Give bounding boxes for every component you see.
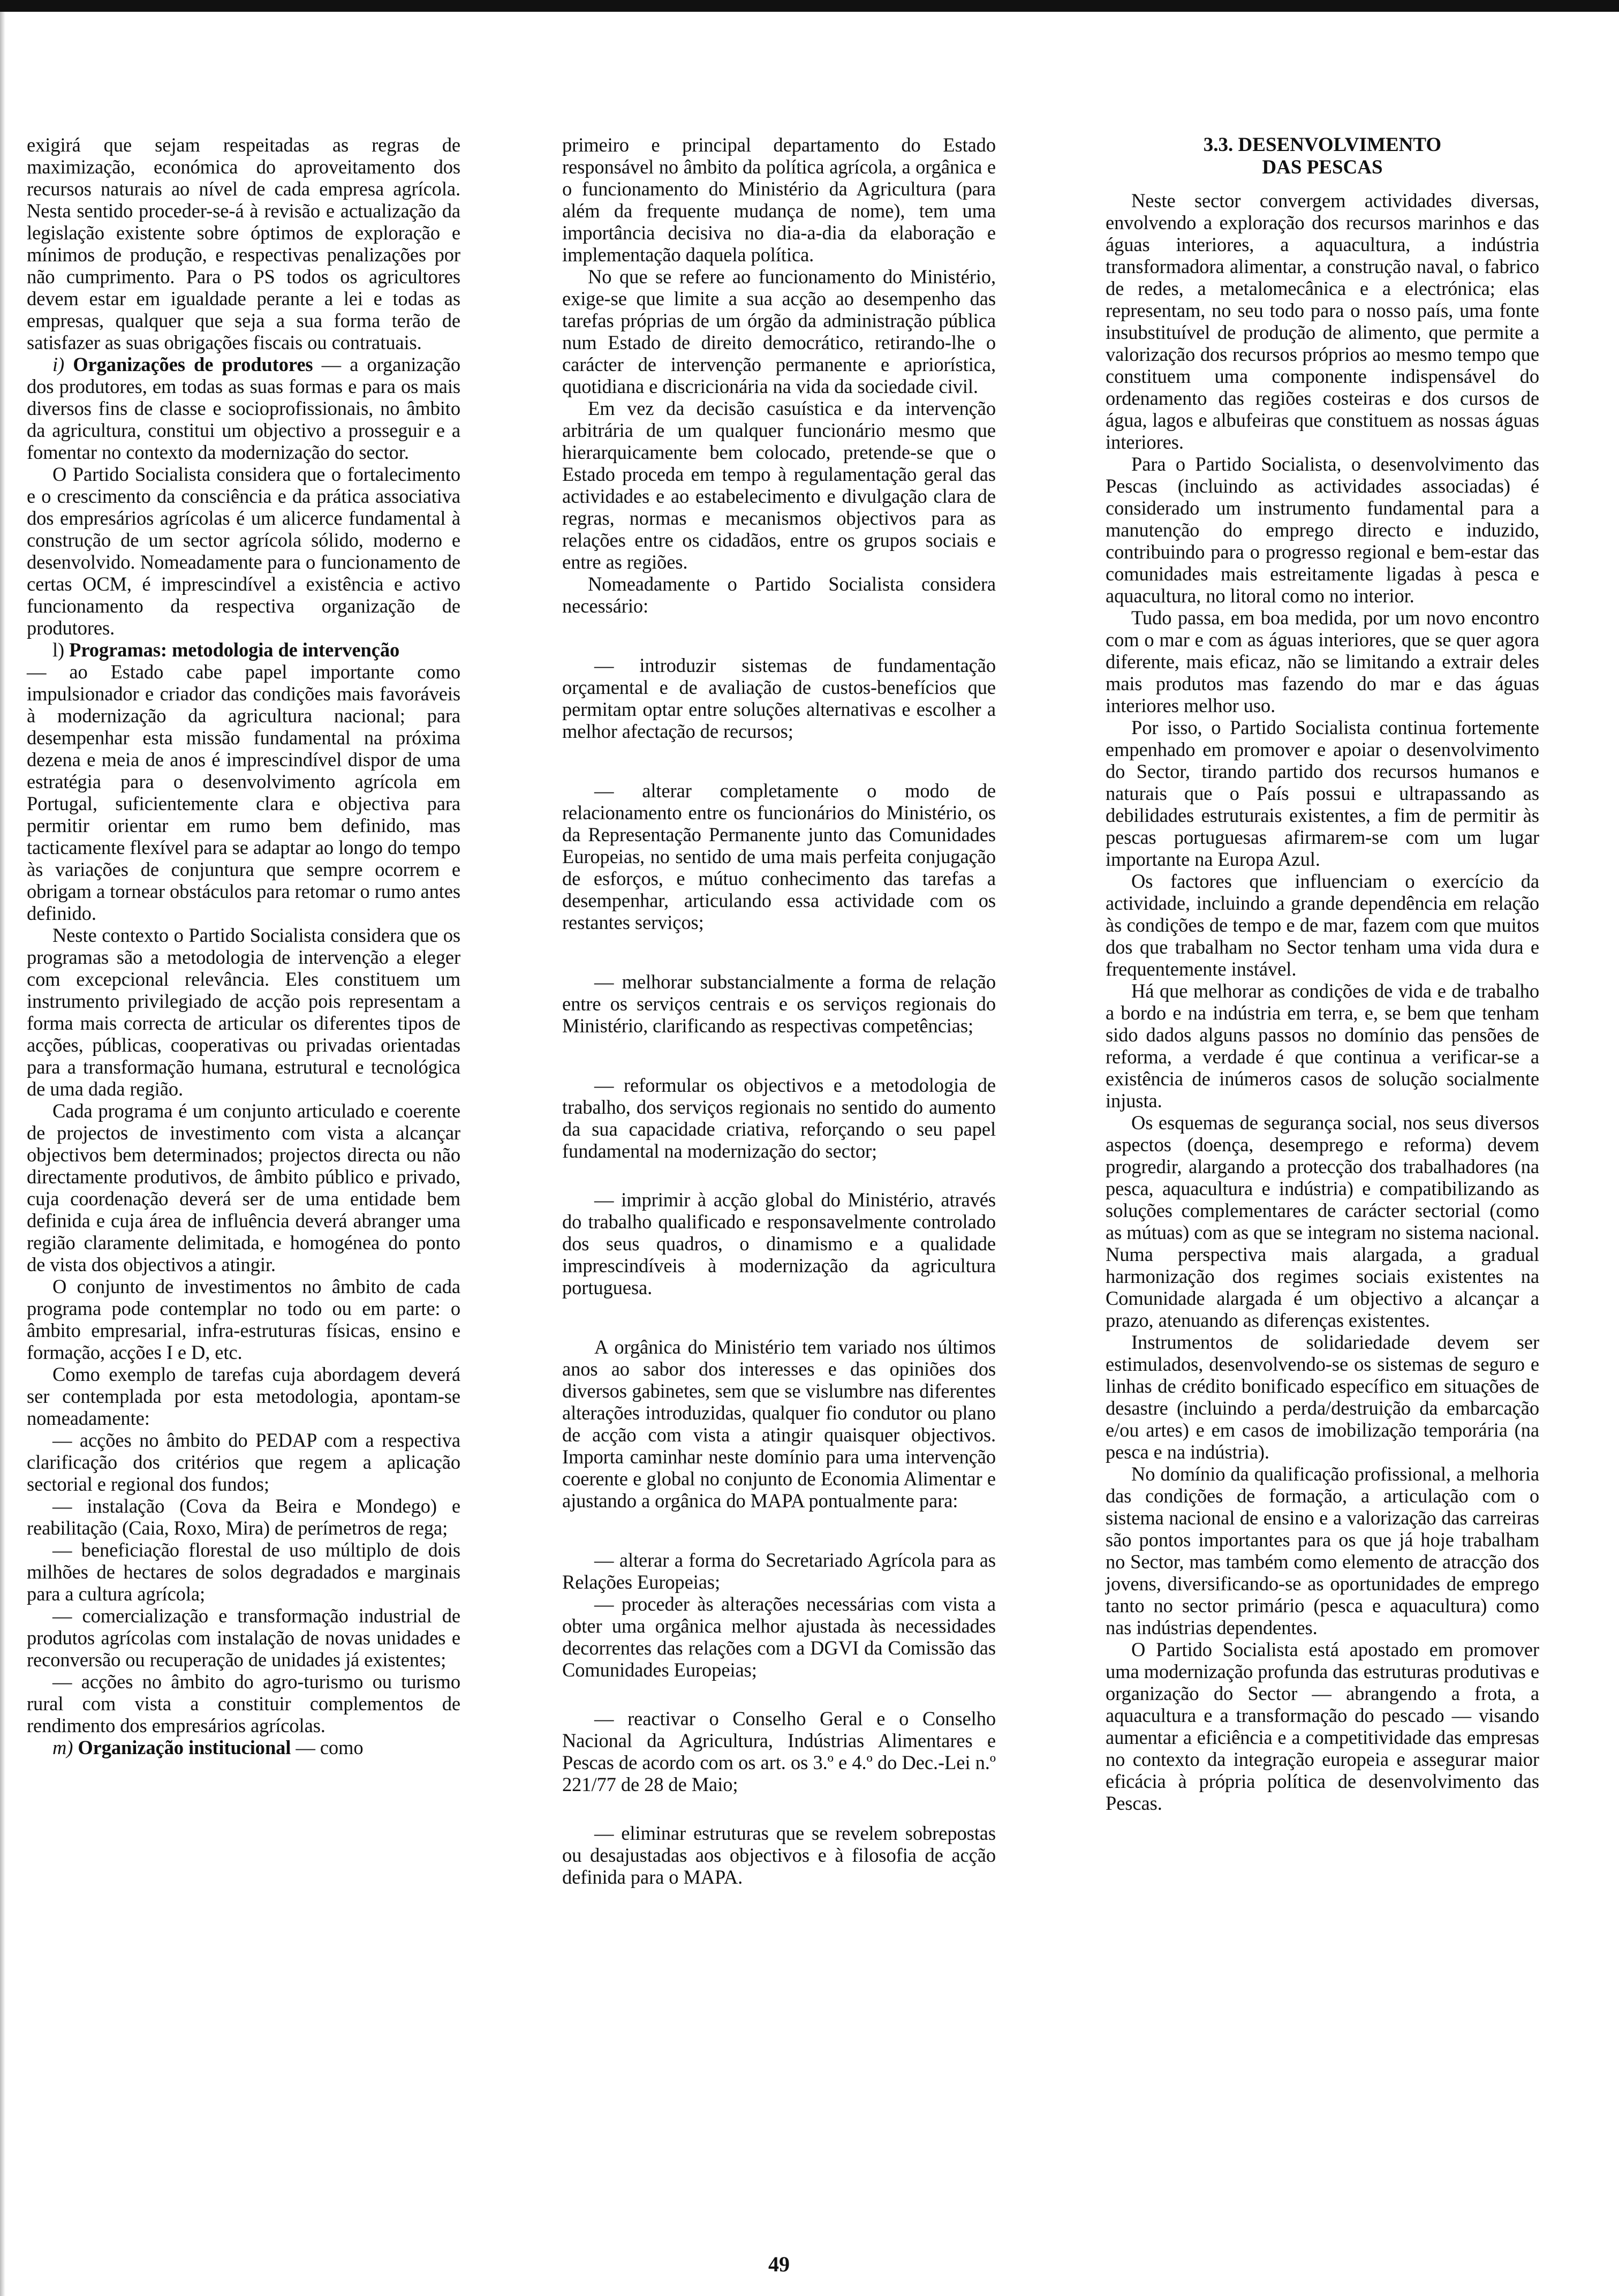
list-item: — alterar a forma do Secretariado Agrícola para as Relações Europeias; xyxy=(562,1549,996,1593)
paragraph: No que se refere ao funcionamento do Ministério, exige-se que limite a sua acção ao desempenho das tarefas próprias de um órgão da administração pública num Estado de direito democrático, retirando-lhe o carácter de intervenção permanente e apriorística, quotidiana e discricionária na vida da sociedade civil. xyxy=(562,266,996,397)
section-heading-line: DAS PESCAS xyxy=(1262,156,1383,178)
list-item: — imprimir à acção global do Ministério, através do trabalho qualificado e responsavelmente controlado dos seus quadros, o dinamismo e a qualidade imprescindíveis à modernização da agricultura portuguesa. xyxy=(562,1189,996,1298)
paragraph: Para o Partido Socialista, o desenvolvimento das Pescas (incluindo as actividades associadas) é considerado um instrumento fundamental para a manutenção do emprego directo e induzido, contribuindo para o progresso regional e bem-estar das comunidades mais estreitamente ligadas à pesca e aquacultura, no litoral como no interior. xyxy=(1106,453,1539,607)
paragraph-organizacoes-produtores xyxy=(27,353,460,463)
paragraph: Nomeadamente o Partido Socialista considera necessário: xyxy=(562,573,996,617)
list-item: — proceder às alterações necessárias com vista a obter uma orgânica melhor ajustada às necessidades decorrentes das relações com a DGVI da Comissão das Comunidades Europeias; xyxy=(562,1593,996,1681)
paragraph: Neste contexto o Partido Socialista considera que os programas são a metodologia de intervenção a eleger com excepcional relevância. Eles constituem um instrumento privilegiado de acção pois representam a forma mais correcta de articular os diferentes tipos de acções, públicas, cooperativas ou privadas orientadas para a transformação humana, estrutural e tecnológica de uma dada região. xyxy=(27,924,460,1100)
list-item: — melhorar substancialmente a forma de relação entre os serviços centrais e os serviços regionais do Ministério, clarificando as respectivas competências; xyxy=(562,971,996,1037)
item-title: Organização institucional xyxy=(78,1736,291,1758)
text-column-left xyxy=(27,134,460,1758)
paragraph: Os factores que influenciam o exercício da actividade, incluindo a grande dependência em relação às condições de tempo e de mar, fazem com que muitos dos que trabalham no Sector tenham uma vida dura e frequentemente instável. xyxy=(1106,870,1539,980)
paragraph: exigirá que sejam respeitadas as regras de maximização, económica do aproveitamento dos recursos naturais ao nível de cada empresa agrícola. Nesta sentido proceder-se-á à revisão e actualização da legislação existente sobre óptimos de exploração e mínimos de produção, e respectivas penalizações por não cumprimento. Para o PS todos os agricultores devem estar em igualdade perante a lei e todas as empresas, qualquer que seja a sua forma terão de satisfazer as suas obrigações fiscais ou contratuais. xyxy=(27,134,460,353)
paragraph: Há que melhorar as condições de vida e de trabalho a bordo e na indústria em terra, e, se bem que tenham sido dados alguns passos no domínio das pensões de reforma, a verdade é que continua a verificar-se a existência de inúmeros casos de solução socialmente injusta. xyxy=(1106,980,1539,1112)
paragraph: No domínio da qualificação profissional, a melhoria das condições de formação, a articulação com o sistema nacional de ensino e a valorização das carreiras são pontos importantes para os que já hoje trabalham no Sector, mas também como elemento de atracção dos jovens, diversificando-se as oportunidades de emprego tanto no sector primário (pesca e aquacultura) como nas indústrias dependentes. xyxy=(1106,1463,1539,1638)
item-title: Organizações de produtores xyxy=(73,353,313,375)
scan-left-edge xyxy=(0,12,5,2296)
list-item: — introduzir sistemas de fundamentação orçamental e de avaliação de custos-benefícios que permitam optar entre soluções alternativas e escolher a melhor afectação de recursos; xyxy=(562,654,996,742)
paragraph: Como exemplo de tarefas cuja abordagem deverá ser contemplada por esta metodologia, apontam-se nomeadamente: xyxy=(27,1363,460,1429)
paragraph: primeiro e principal departamento do Estado responsável no âmbito da política agrícola, a orgânica e o funcionamento do Ministério da Agricultura (para além da frequente mudança de nome), tem uma importância decisiva no dia-a-dia da elaboração e implementação daquela política. xyxy=(562,134,996,266)
text-column-right xyxy=(1106,134,1539,1814)
section-heading xyxy=(1106,134,1539,179)
paragraph: Instrumentos de solidariedade devem ser estimulados, desenvolvendo-se os sistemas de seguro e linhas de crédito bonificado específico em situações de desastre (incluindo a perda/destruição da embarcação e/ou artes) e em casos de imobilização temporária (na pesca e na indústria). xyxy=(1106,1331,1539,1463)
list-item: — acções no âmbito do PEDAP com a respectiva clarificação dos critérios que regem a aplicação sectorial e regional dos fundos; xyxy=(27,1429,460,1495)
list-item: — acções no âmbito do agro-turismo ou turismo rural com vista a constituir complementos de rendimento dos empresários agrícolas. xyxy=(27,1671,460,1736)
list-item: — beneficiação florestal de uso múltiplo de dois milhões de hectares de solos degradados e marginais para a cultura agrícola; xyxy=(27,1539,460,1605)
text-column-middle xyxy=(562,134,996,1888)
paragraph-organizacao-institucional xyxy=(27,1736,460,1758)
paragraph: Por isso, o Partido Socialista continua fortemente empenhado em promover e apoiar o desenvolvimento do Sector, tirando partido dos recursos humanos e naturais que o País possui e ultrapassando as debilidades estruturais existentes, a fim de permitir às pescas portuguesas afirmarem-se com um lugar importante na Europa Azul. xyxy=(1106,716,1539,870)
subheading-programas xyxy=(27,639,460,661)
paragraph: — ao Estado cabe papel importante como impulsionador e criador das condições mais favoráveis à modernização da agricultura nacional; para desempenhar esta missão fundamental na próxima dezena e meia de anos é imprescindível dispor de uma estratégia para o desenvolvimento agrícola em Portugal, suficientemente clara e objectiva para permitir orientar em rumo bem definido, mas tacticamente flexível para se adaptar ao longo do tempo às variações de conjuntura que sempre ocorrem e obrigam a tornear obstáculos para retomar o rumo antes definido. xyxy=(27,661,460,924)
page-top-border xyxy=(0,0,1619,12)
paragraph: O Partido Socialista está apostado em promover uma modernização profunda das estruturas produtivas e organização do Sector — abrangendo a frota, a aquacultura e a transformação do pescado — visando aumentar a eficiência e a competitividade das empresas no contexto da integração europeia e assegurar maior eficácia à própria política de desenvolvimento das Pescas. xyxy=(1106,1638,1539,1814)
list-item: — comercialização e transformação industrial de produtos agrícolas com instalação de novas unidades e reconversão ou recuperação de unidades já existentes; xyxy=(27,1605,460,1671)
item-text: — como xyxy=(291,1736,364,1758)
page-number: 49 xyxy=(768,2252,790,2276)
paragraph: Tudo passa, em boa medida, por um novo encontro com o mar e com as águas interiores, que se quer agora diferente, mais eficaz, não se limitando a extrair deles mais produtos mas fazendo do mar e das águas interiores melhor uso. xyxy=(1106,607,1539,716)
item-label: l) xyxy=(52,639,65,661)
item-label: i) xyxy=(52,353,65,375)
paragraph: A orgânica do Ministério tem variado nos últimos anos ao sabor dos interesses e das opiniões dos diversos gabinetes, sem que se vislumbre nas diferentes alterações introduzidas, qualquer fio condutor ou plano de acção com vista a atingir quaisquer objectivos. Importa caminhar neste domínio para uma intervenção coerente e global no conjunto de Economia Alimentar e ajustando a orgânica do MAPA pontualmente para: xyxy=(562,1336,996,1512)
item-text: — a organização dos produtores, em todas as suas formas e para os mais diversos fins de classe e socioprofissionais, no âmbito da agricultura, constitui um objectivo a prosseguir e a fomentar no contexto da modernização do sector. xyxy=(27,353,460,463)
item-title: Programas: metodologia de intervenção xyxy=(69,639,400,661)
paragraph: Cada programa é um conjunto articulado e coerente de projectos de investimento com vista a alcançar objectivos bem determinados; projectos directa ou não directamente produtivos, de âmbito público e privado, cuja coordenação deverá ser de uma entidade bem definida e cuja área de influência deverá abranger uma região claramente delimitada, e homogénea do ponto de vista dos objectivos a atingir. xyxy=(27,1100,460,1275)
paragraph: O conjunto de investimentos no âmbito de cada programa pode contemplar no todo ou em parte: o âmbito empresarial, infra-estruturas físicas, ensino e formação, acções I e D, etc. xyxy=(27,1275,460,1363)
list-item: — alterar completamente o modo de relacionamento entre os funcionários do Ministério, os da Representação Permanente junto das Comunidades Europeias, no sentido de uma mais perfeita conjugação de esforços, e mútuo conhecimento das tarefas a desempenhar, articulando essa actividade com os restantes serviços; xyxy=(562,780,996,933)
paragraph: Neste sector convergem actividades diversas, envolvendo a exploração dos recursos marinhos e das águas interiores, a aquacultura, a indústria transformadora alimentar, a construção naval, o fabrico de redes, a metalomecânica e a electrónica; elas representam, no seu todo para o nosso país, uma fonte insubstituível de produção de alimento, que permite a valorização dos recursos próprios ao mesmo tempo que constituem uma componente indispensável do ordenamento das regiões costeiras e dos cursos de água, lagos e albufeiras que constituem as nossas águas interiores. xyxy=(1106,190,1539,453)
paragraph: O Partido Socialista considera que o fortalecimento e o crescimento da consciência e da prática associativa dos empresários agrícolas é um alicerce fundamental à construção de um sector agrícola sólido, moderno e desenvolvido. Nomeadamente para o funcionamento de certas OCM, é imprescindível a existência e activo funcionamento da respectiva organização de produtores. xyxy=(27,463,460,639)
paragraph: Os esquemas de segurança social, nos seus diversos aspectos (doença, desemprego e reforma) devem progredir, alargando a protecção dos trabalhadores (na pesca, aquacultura e indústria) e compatibilizando as soluções complementares de carácter sectorial (como as mútuas) com as que se integram no sistema nacional. Numa perspectiva mais alargada, a gradual harmonização dos regimes sociais existentes na Comunidade alargada é um objectivo a alcançar a prazo, atenuando as diferenças existentes. xyxy=(1106,1112,1539,1331)
list-item: — reformular os objectivos e a metodologia de trabalho, dos serviços regionais no sentido do aumento da sua capacidade criativa, reforçando o seu papel fundamental na modernização do sector; xyxy=(562,1074,996,1162)
section-heading-line: 3.3. DESENVOLVIMENTO xyxy=(1203,134,1442,156)
item-label: m) xyxy=(52,1736,73,1758)
list-item: — instalação (Cova da Beira e Mondego) e reabilitação (Caia, Roxo, Mira) de perímetros de rega; xyxy=(27,1495,460,1539)
list-item: — reactivar o Conselho Geral e o Conselho Nacional da Agricultura, Indústrias Alimentares e Pescas de acordo com os art. os 3.º e 4.º do Dec.-Lei n.º 221/77 de 28 de Maio; xyxy=(562,1708,996,1795)
list-item: — eliminar estruturas que se revelem sobrepostas ou desajustadas aos objectivos e à filosofia de acção definida para o MAPA. xyxy=(562,1822,996,1888)
paragraph: Em vez da decisão casuística e da intervenção arbitrária de um qualquer funcionário mesmo que hierarquicamente bem colocado, pretende-se que o Estado proceda em tempo à regulamentação geral das actividades e ao estabelecimento e divulgação clara de regras, normas e mecanismos objectivos para as relações entre os cidadãos, entre os grupos sociais e entre as regiões. xyxy=(562,397,996,573)
